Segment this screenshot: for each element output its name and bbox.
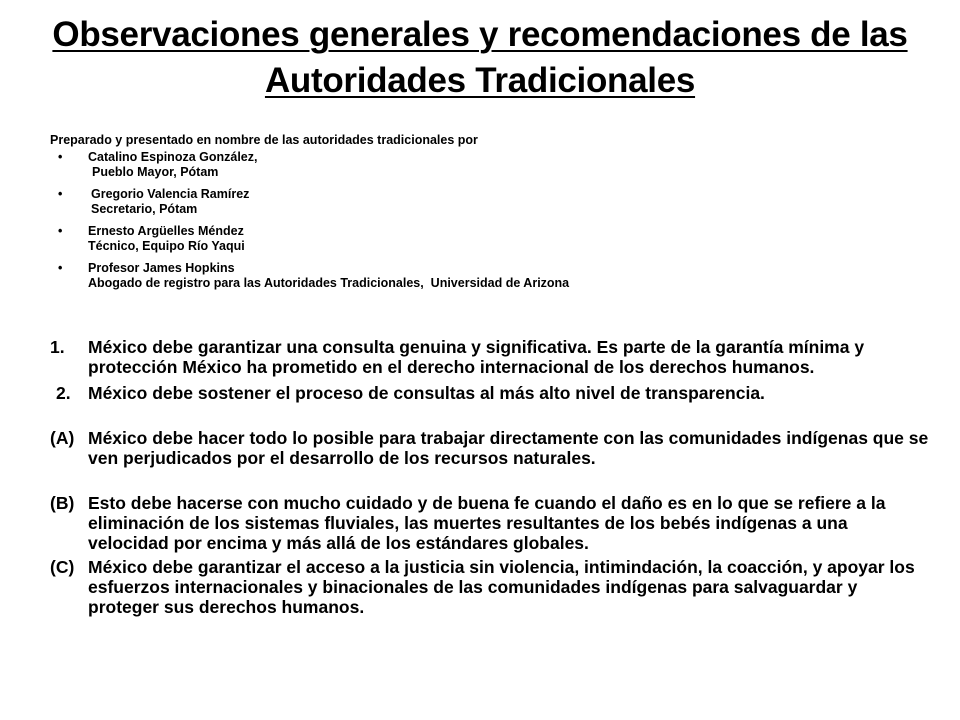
item-number: (B) [50,493,75,513]
item-number: (A) [50,428,75,448]
list-item [50,224,910,254]
person-name: Gregorio Valencia Ramírez [91,187,250,201]
list-item [50,150,910,180]
recommendation-item [50,383,930,403]
recommendations-list [50,337,930,617]
list-item [50,187,910,217]
people-list [50,150,910,298]
person-name: Profesor James Hopkins [88,261,235,275]
person-role: Pueblo Mayor, Pótam [92,165,219,179]
item-number: 2. [56,383,71,403]
bullet-icon: • [58,187,63,201]
person-role: Técnico, Equipo Río Yaqui [88,239,245,253]
recommendation-item [50,493,930,553]
slide-title: Observaciones generales y recomendaciones de las Autoridades Tradicionales [52,15,908,100]
prepared-by-text: Preparado y presentado en nombre de las autoridades tradicionales por [50,133,478,147]
bullet-icon: • [58,224,63,238]
item-number: (C) [50,557,75,577]
person-role: Abogado de registro para las Autoridades Tradicionales, Universidad de Arizona [88,276,570,290]
person-name: Ernesto Argüelles Méndez [88,224,244,238]
recommendation-item [50,557,930,617]
list-item [50,261,910,291]
item-text: México debe sostener el proceso de consultas al más alto nivel de transparencia. [88,383,765,403]
person-role: Secretario, Pótam [91,202,198,216]
item-number: 1. [50,337,65,357]
item-text: México debe garantizar el acceso a la justicia sin violencia, intimindación, la coacción, y apoyar los esfuerzos internacionales y binacionales de las comunidades indígenas para salvaguardar y proteger sus derechos humanos. [88,557,915,617]
person-name: Catalino Espinoza González, [88,150,258,164]
recommendation-item [50,337,930,377]
bullet-icon: • [58,261,63,275]
item-text: México debe hacer todo lo posible para trabajar directamente con las comunidades indígenas que se ven perjudicados por el desarrollo de los recursos naturales. [88,428,929,468]
recommendation-item [50,428,930,468]
item-text: México debe garantizar una consulta genuina y significativa. Es parte de la garantía mínima y protección México ha prometido en el derecho internacional de los derechos humanos. [88,337,865,377]
item-text: Esto debe hacerse con mucho cuidado y de buena fe cuando el daño es en lo que se refiere a la eliminación de los sistemas fluviales, las muertes resultantes de los bebés indígenas a una velocidad por encima y más allá de los estándares globales. [88,493,886,553]
bullet-icon: • [58,150,63,164]
